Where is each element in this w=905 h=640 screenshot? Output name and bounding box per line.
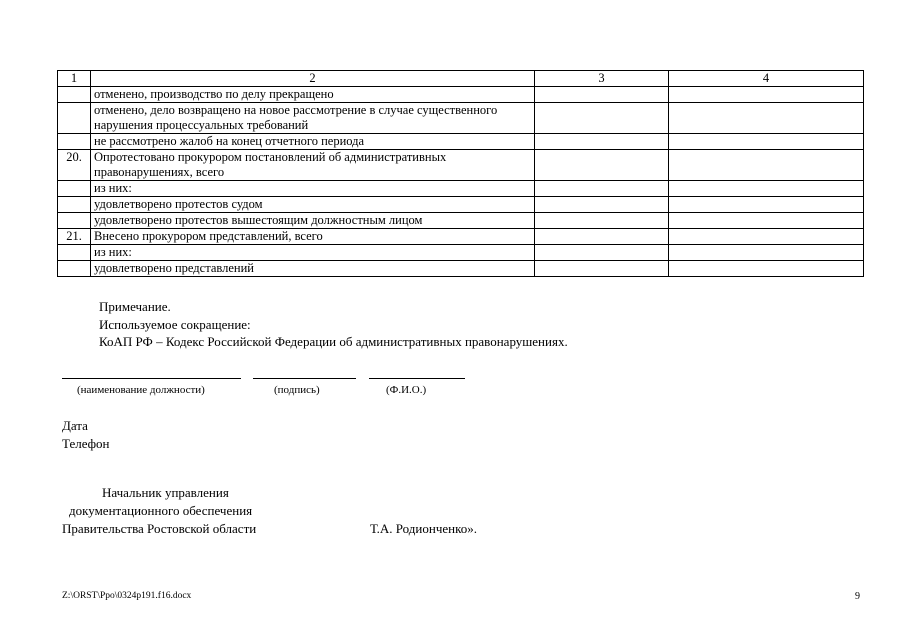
table-row: [58, 150, 864, 181]
table-row: [58, 245, 864, 261]
row-col3-cell: [535, 213, 669, 229]
header-cell-2: 2: [91, 71, 535, 87]
signature-line: [253, 378, 356, 379]
row-col3-cell: [535, 245, 669, 261]
row-col3-cell: [535, 87, 669, 103]
row-text-cell: не рассмотрено жалоб на конец отчетного периода: [91, 134, 535, 150]
row-col3-cell: [535, 150, 669, 181]
table-row: [58, 103, 864, 134]
row-col4-cell: [669, 87, 864, 103]
position-line: [62, 378, 241, 379]
row-col3-cell: [535, 229, 669, 245]
row-number-cell: [58, 181, 91, 197]
row-col3-cell: [535, 261, 669, 277]
row-number-cell: [58, 134, 91, 150]
header-cell-4: 4: [669, 71, 864, 87]
row-col4-cell: [669, 103, 864, 134]
table-row: [58, 197, 864, 213]
note-abbrev-label: Используемое сокращение:: [99, 316, 251, 332]
table-header-row: [58, 71, 864, 87]
row-col4-cell: [669, 229, 864, 245]
row-number-cell: [58, 213, 91, 229]
signer-name: Т.А. Родионченко».: [370, 521, 478, 536]
row-number-cell: [58, 261, 91, 277]
row-text-cell: из них:: [91, 181, 535, 197]
row-number-cell: [58, 245, 91, 261]
row-col3-cell: [535, 197, 669, 213]
row-col4-cell: [669, 150, 864, 181]
row-number-cell: 21.: [58, 229, 91, 245]
row-text-cell: удовлетворено протестов судом: [91, 197, 535, 213]
note-title: Примечание.: [99, 299, 171, 314]
row-col4-cell: [669, 197, 864, 213]
row-col4-cell: [669, 181, 864, 197]
row-col3-cell: [535, 103, 669, 134]
row-text-cell: из них:: [91, 245, 535, 261]
footer-file-path: Z:\ORST\Ppo\0324p191.f16.docx: [62, 591, 192, 601]
row-col4-cell: [669, 261, 864, 277]
page-number: 9: [855, 591, 860, 602]
row-text-cell: удовлетворено протестов вышестоящим должностным лицом: [91, 213, 535, 229]
row-number-cell: [58, 87, 91, 103]
row-col4-cell: [669, 134, 864, 150]
row-number-cell: [58, 197, 91, 213]
row-col4-cell: [669, 245, 864, 261]
note-abbrev-definition: КоАП РФ – Кодекс Российской Федерации об административных правонарушениях.: [99, 334, 568, 349]
header-cell-1: 1: [58, 71, 91, 87]
statistics-table: [57, 70, 864, 277]
row-text-cell: удовлетворено представлений: [91, 261, 535, 277]
phone-label: Телефон: [62, 435, 110, 451]
signature-caption: (подпись): [274, 384, 320, 396]
signer-title-line1: Начальник управления: [102, 485, 229, 500]
row-text-cell: Внесено прокурором представлений, всего: [91, 229, 535, 245]
row-text-cell: отменено, производство по делу прекращено: [91, 87, 535, 103]
table-row: [58, 181, 864, 197]
row-text-cell: отменено, дело возвращено на новое рассмотрение в случае существенного нарушения процессуальных требований: [91, 103, 535, 134]
row-col3-cell: [535, 181, 669, 197]
date-label: Дата: [62, 418, 88, 433]
contact-block: [62, 417, 110, 452]
table-row: [58, 87, 864, 103]
signer-title-line2: документационного обеспечения: [69, 503, 253, 518]
table-row: [58, 213, 864, 229]
note-block: [99, 298, 568, 351]
table-row: [58, 229, 864, 245]
row-col4-cell: [669, 213, 864, 229]
signer-title-line3: Правительства Ростовской области: [62, 521, 257, 536]
row-number-cell: [58, 103, 91, 134]
row-text-cell: Опротестовано прокурором постановлений об административных правонарушениях, всего: [91, 150, 535, 181]
position-caption: (наименование должности): [77, 384, 205, 396]
row-number-cell: 20.: [58, 150, 91, 181]
row-col3-cell: [535, 134, 669, 150]
header-cell-3: 3: [535, 71, 669, 87]
name-caption: (Ф.И.О.): [386, 384, 427, 396]
table-row: [58, 134, 864, 150]
name-line: [369, 378, 465, 379]
table-row: [58, 261, 864, 277]
